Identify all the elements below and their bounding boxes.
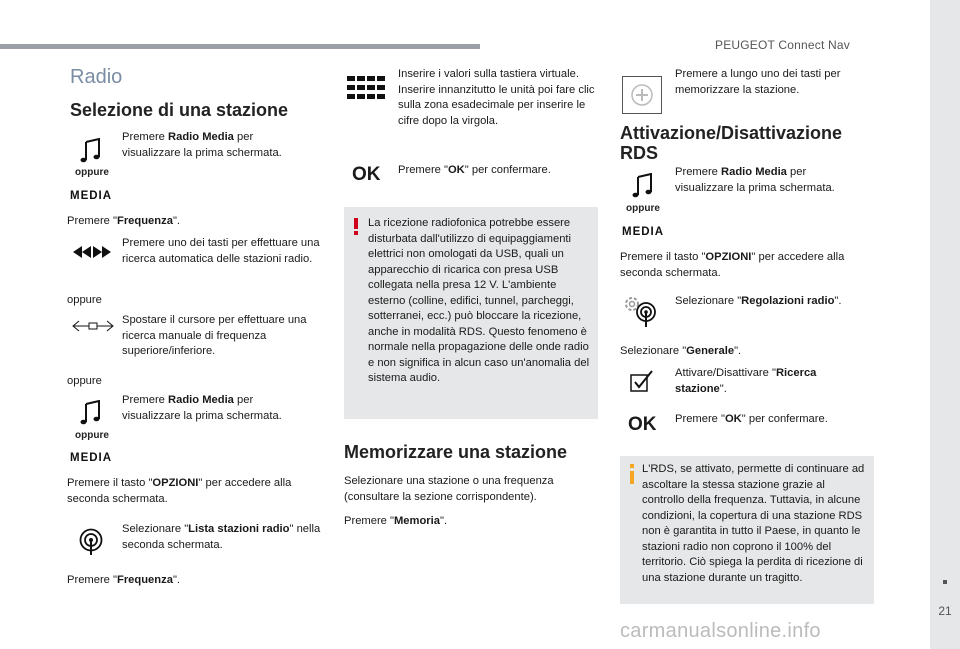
seek-arrows-icon	[70, 244, 114, 260]
info-icon	[628, 464, 636, 484]
rds-title: Attivazione/Disattivazione RDS	[620, 123, 843, 163]
music-note-icon	[80, 138, 102, 164]
oppure-label-3: oppure	[626, 203, 660, 214]
chapter-title: Radio	[70, 66, 123, 88]
oppure-text: oppure	[67, 294, 102, 306]
frequenza-instruction: Premere "Frequenza".	[67, 215, 181, 227]
info-text: L'RDS, se attivato, permette di continuare ad ascoltare la stessa stazione grazie al controllo della frequenza. Tuttavia, in alcune condizioni, la copertura di una stazione RDS non è garantita in tutto il Paese, in quanto le stazioni radio non coprono il 100% del territorio. Ciò spiega la perdita di ricezione di una stazione durante un tragitto.	[642, 463, 865, 584]
oppure-text-2: oppure	[67, 375, 102, 387]
oppure-label-2: oppure	[75, 430, 109, 441]
ok-instruction-2: Premere "OK" per confermare.	[675, 413, 828, 425]
media-label-3: MEDIA	[622, 226, 665, 238]
manual-text: Spostare il cursore per effettuare una ricerca manuale di frequenza superiore/inferiore.	[122, 314, 307, 357]
ok-icon-2: OK	[628, 414, 657, 435]
store-text: Premere a lungo uno dei tasti per memorizzare la stazione.	[675, 68, 841, 96]
top-rule	[0, 44, 480, 49]
page-header: PEUGEOT Connect Nav	[715, 38, 850, 52]
slider-icon	[70, 320, 116, 332]
memorize-title: Memorizzare una stazione	[344, 442, 568, 462]
music-note-icon	[632, 173, 654, 199]
page-marker	[943, 580, 947, 584]
rds-opzioni: Premere il tasto "OPZIONI" per accedere alla seconda schermata.	[620, 251, 845, 279]
ricerca-instruction: Attivare/Disattivare "Ricerca stazione".	[675, 367, 817, 395]
plus-icon	[622, 76, 662, 114]
memorize-text: Selezionare una stazione o una frequenza (consultare la sezione corrispondente).	[344, 475, 554, 503]
settings-radio-icon	[624, 296, 658, 328]
media-label-2: MEDIA	[70, 452, 113, 464]
page-number: 21	[938, 604, 952, 618]
regolazioni-instruction: Selezionare "Regolazioni radio".	[675, 295, 842, 307]
lista-instruction: Selezionare "Lista stazioni radio" nella seconda schermata.	[122, 523, 321, 551]
section-title: Selezione di una stazione	[70, 100, 289, 120]
watermark: carmanualsonline.info	[620, 620, 821, 642]
opzioni-instruction: Premere il tasto "OPZIONI" per accedere alla seconda schermata.	[67, 477, 292, 505]
checkbox-icon	[630, 370, 654, 392]
seek-text: Premere uno dei tasti per effettuare una ricerca automatica delle stazioni radio.	[122, 237, 320, 265]
keyboard-text: Inserire i valori sulla tastiera virtuale. Inserire innanzitutto le unità poi fare clic sulla zona esadecimale per inserire le cifre dopo la virgola.	[398, 68, 595, 127]
warning-icon	[352, 218, 360, 236]
oppure-label: oppure	[75, 167, 109, 178]
generale-instruction: Selezionare "Generale".	[620, 345, 742, 357]
memorize-instruction: Premere "Memoria".	[344, 515, 448, 527]
ok-icon: OK	[352, 164, 381, 185]
music-note-icon	[80, 400, 102, 426]
step-text: Premere Radio Media per visualizzare la prima schermata.	[122, 131, 282, 159]
side-tab	[930, 0, 960, 649]
final-instruction: Premere "Frequenza".	[67, 574, 181, 586]
step-text-2: Premere Radio Media per visualizzare la prima schermata.	[122, 394, 282, 422]
radio-antenna-icon	[78, 528, 104, 556]
rds-step-text: Premere Radio Media per visualizzare la prima schermata.	[675, 166, 835, 194]
ok-instruction: Premere "OK" per confermare.	[398, 164, 551, 176]
warning-text: La ricezione radiofonica potrebbe essere disturbata dall'utilizzo di equipaggiamenti elettrici non omologati da USB, quali un apparecchio di ricarica con presa USB collegata nella presa 12 V. L'ambiente esterno (colline, edifici, tunnel, parcheggi, sotterranei, ecc.) può bloccare la ricezione, anche in modalità RDS. Questo fenomeno è normale nella propagazione delle onde radio e non significa in alcun caso un'anomalia del sistema audio.	[368, 217, 590, 384]
media-label: MEDIA	[70, 190, 113, 202]
keypad-icon	[347, 76, 387, 100]
